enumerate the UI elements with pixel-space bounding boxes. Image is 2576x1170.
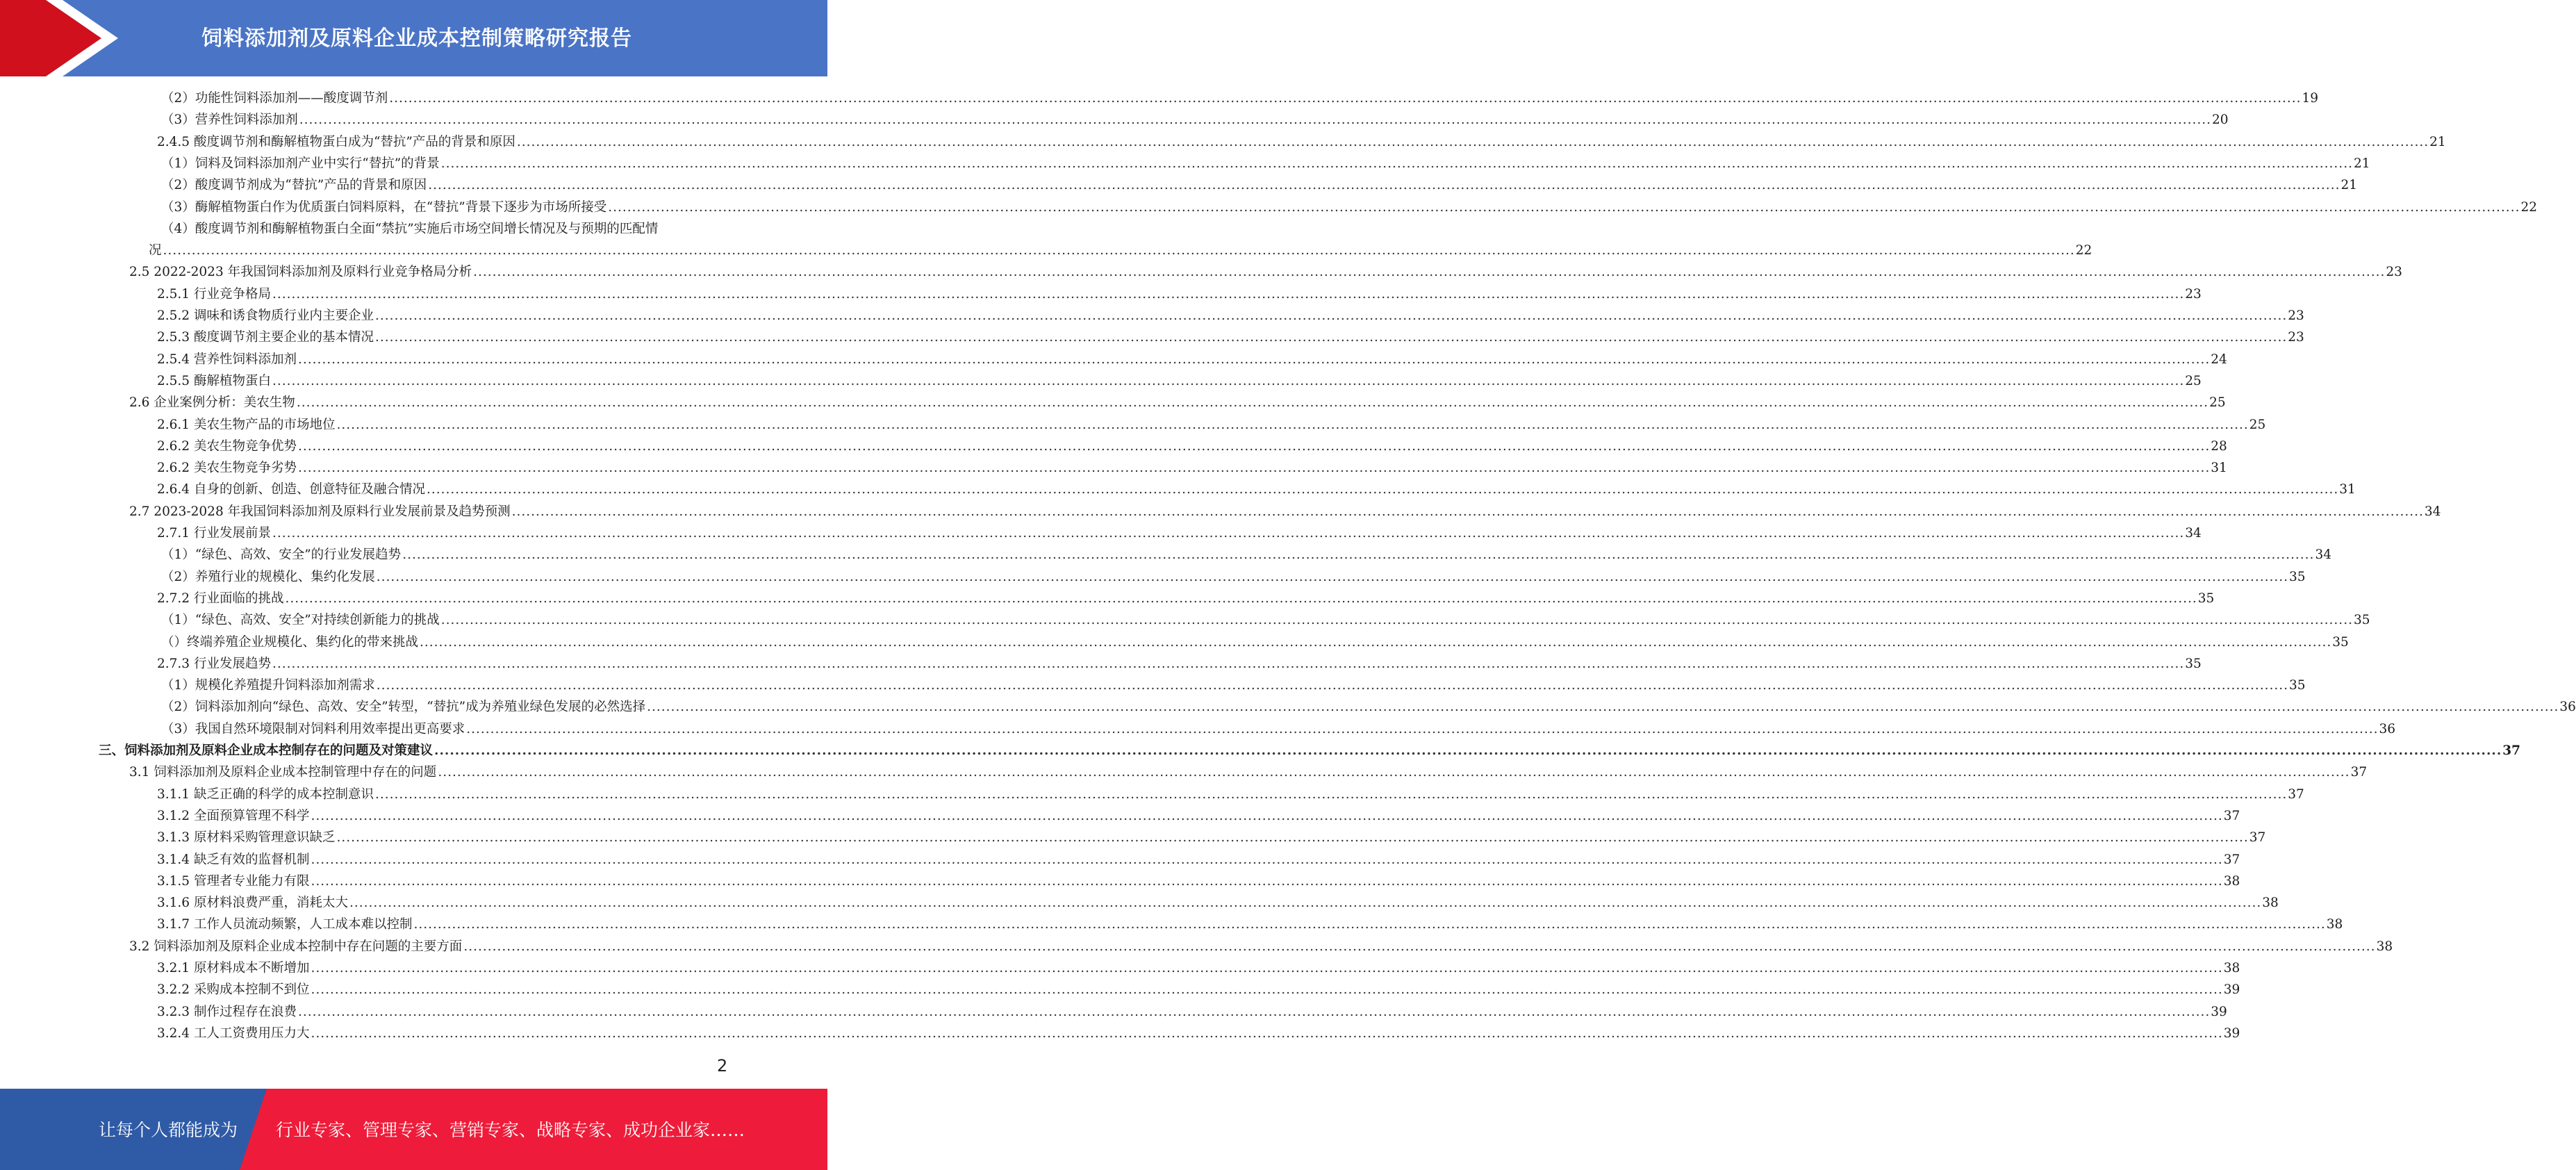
toc-entry-page: 38 bbox=[2223, 874, 2240, 889]
toc-dot-leader: ................................................................................................................................................................................................................................................................................................................................................................................................................ bbox=[163, 243, 2075, 258]
toc-entry-page: 37 bbox=[2288, 787, 2304, 802]
toc-entry-title: 3.1.5 管理者专业能力有限 bbox=[157, 874, 310, 889]
toc-entry[interactable] bbox=[161, 218, 728, 240]
toc-entry-page: 22 bbox=[2075, 243, 2092, 258]
toc-entry-page: 39 bbox=[2223, 982, 2240, 997]
toc-dot-leader: ................................................................................................................................................................................................................................................................................................................................................................................................................ bbox=[297, 352, 2211, 367]
toc-dot-leader: ................................................................................................................................................................................................................................................................................................................................................................................................................ bbox=[297, 439, 2211, 454]
toc-dot-leader: ................................................................................................................................................................................................................................................................................................................................................................................................................ bbox=[311, 1026, 2223, 1041]
toc-entry-title: （2）功能性饲料添加剂——酸度调节剂 bbox=[161, 91, 388, 106]
toc-entry[interactable] bbox=[157, 849, 2240, 871]
toc-entry-title: 3.1.6 原材料浪费严重，消耗太大 bbox=[157, 896, 348, 910]
toc-entry[interactable] bbox=[129, 761, 2368, 783]
toc-dot-leader: ................................................................................................................................................................................................................................................................................................................................................................................................................ bbox=[440, 613, 2353, 627]
toc-entry[interactable] bbox=[157, 283, 2202, 305]
toc-entry-title: 3.1.2 全面预算管理不科学 bbox=[157, 809, 310, 823]
toc-entry-title: 2.6.1 美农生物产品的市场地位 bbox=[157, 418, 336, 432]
toc-entry-page: 38 bbox=[2326, 917, 2343, 932]
toc-entry-page: 37 bbox=[2223, 809, 2240, 823]
toc-dot-leader: ................................................................................................................................................................................................................................................................................................................................................................................................................ bbox=[311, 852, 2223, 867]
toc-entry-title: 2.4.5 酸度调节剂和酶解植物蛋白成为“替抗”产品的背景和原因 bbox=[157, 135, 515, 149]
toc-entry-page: 37 bbox=[2350, 765, 2368, 780]
toc-entry-title: 3.1.3 原材料采购管理意识缺乏 bbox=[157, 830, 336, 845]
toc-entry-title: 3.1.7 工作人员流动频繁，人工成本难以控制 bbox=[157, 917, 413, 932]
toc-entry-page: 35 bbox=[2197, 591, 2215, 606]
toc-entry-title: 2.7.3 行业发展趋势 bbox=[157, 657, 271, 671]
toc-entry-page: 38 bbox=[2262, 896, 2279, 910]
toc-entry-page: 35 bbox=[2353, 613, 2370, 627]
toc-dot-leader: ................................................................................................................................................................................................................................................................................................................................................................................................................ bbox=[608, 200, 2520, 215]
toc-entry-page: 34 bbox=[2185, 526, 2202, 541]
toc-entry-page: 25 bbox=[2209, 395, 2226, 410]
toc-entry-title: 3.2 饲料添加剂及原料企业成本控制中存在问题的主要方面 bbox=[129, 939, 463, 954]
toc-dot-leader: ................................................................................................................................................................................................................................................................................................................................................................................................................ bbox=[389, 91, 2302, 106]
toc-dot-leader: ................................................................................................................................................................................................................................................................................................................................................................................................................ bbox=[311, 874, 2223, 889]
toc-entry[interactable] bbox=[157, 457, 2227, 479]
toc-entry-title: 2.6.4 自身的创新、创造、创意特征及融合情况 bbox=[157, 482, 425, 497]
toc-entry[interactable] bbox=[161, 88, 2319, 109]
toc-entry[interactable] bbox=[129, 392, 2226, 413]
toc-entry[interactable] bbox=[157, 305, 2304, 327]
toc-entry-title: 2.6.2 美农生物竞争优势 bbox=[157, 439, 297, 454]
toc-entry-title: 2.5.1 行业竞争格局 bbox=[157, 287, 271, 302]
toc-entry[interactable] bbox=[161, 718, 2396, 740]
toc-entry[interactable] bbox=[129, 261, 2402, 283]
toc-dot-leader: ................................................................................................................................................................................................................................................................................................................................................................................................................ bbox=[297, 461, 2211, 475]
toc-entry-title: （1）“绿色、高效、安全”对持续创新能力的挑战 bbox=[161, 613, 440, 627]
toc-entry-title: 3.1.4 缺乏有效的监督机制 bbox=[157, 852, 310, 867]
toc-dot-leader: ................................................................................................................................................................................................................................................................................................................................................................................................................ bbox=[299, 113, 2212, 127]
toc-entry-title: 况 bbox=[149, 243, 162, 258]
toc-entry-title: （2）养殖行业的规模化、集约化发展 bbox=[161, 570, 375, 584]
toc-entry-title: 3.1 饲料添加剂及原料企业成本控制管理中存在的问题 bbox=[129, 765, 437, 780]
toc-entry-page: 20 bbox=[2212, 113, 2229, 127]
toc-entry[interactable] bbox=[157, 370, 2202, 392]
toc-entry[interactable] bbox=[157, 131, 2446, 153]
toc-entry[interactable] bbox=[157, 892, 2279, 914]
toc-entry[interactable] bbox=[157, 827, 2266, 848]
toc-entry-page: 23 bbox=[2288, 308, 2304, 323]
toc-entry-page: 34 bbox=[2315, 547, 2331, 562]
toc-entry[interactable] bbox=[157, 805, 2240, 827]
toc-entry[interactable] bbox=[157, 871, 2240, 892]
toc-entry-title: （2）饲料添加剂向“绿色、高效、安全”转型，“替抗”成为养殖业绿色发展的必然选择 bbox=[161, 700, 646, 714]
toc-entry-title: 2.5.3 酸度调节剂主要企业的基本情况 bbox=[157, 330, 374, 345]
toc-entry-page: 23 bbox=[2185, 287, 2202, 302]
toc-entry-title: （3）营养性饲料添加剂 bbox=[161, 113, 298, 127]
toc-entry-title: 2.5 2022-2023 年我国饲料添加剂及原料行业竞争格局分析 bbox=[129, 265, 472, 279]
toc-entry-title: 2.5.2 调味和诱食物质行业内主要企业 bbox=[157, 308, 374, 323]
toc-entry-page: 37 bbox=[2223, 852, 2240, 867]
toc-entry[interactable] bbox=[161, 544, 2331, 566]
toc-dot-leader: ................................................................................................................................................................................................................................................................................................................................................................................................................ bbox=[311, 982, 2223, 997]
toc-dot-leader: ................................................................................................................................................................................................................................................................................................................................................................................................................ bbox=[428, 178, 2340, 192]
toc-entry-title: 2.5.5 酶解植物蛋白 bbox=[157, 374, 271, 388]
toc-entry[interactable] bbox=[157, 327, 2304, 348]
toc-entry[interactable] bbox=[161, 632, 2349, 653]
toc-entry-title: 2.5.4 营养性饲料添加剂 bbox=[157, 352, 297, 367]
toc-entry[interactable] bbox=[157, 957, 2240, 979]
toc-entry-title: （2）酸度调节剂成为“替抗”产品的背景和原因 bbox=[161, 178, 427, 192]
toc-dot-leader: ................................................................................................................................................................................................................................................................................................................................................................................................................ bbox=[311, 961, 2223, 975]
toc-entry-page: 36 bbox=[2559, 700, 2576, 714]
toc-entry-page: 28 bbox=[2211, 439, 2227, 454]
toc-dot-leader: ................................................................................................................................................................................................................................................................................................................................................................................................................ bbox=[349, 896, 2262, 910]
toc-entry-title: 3.2.1 原材料成本不断增加 bbox=[157, 961, 310, 975]
toc-entry-title: （3）酶解植物蛋白作为优质蛋白饲料原料，在“替抗”背景下逐步为市场所接受 bbox=[161, 200, 607, 215]
toc-entry-title: （4）酸度调节剂和酶解植物蛋白全面“禁抗”实施后市场空间增长情况及与预期的匹配情 bbox=[161, 222, 659, 236]
toc-entry-page: 37 bbox=[2249, 830, 2266, 845]
page-number: 2 bbox=[717, 1056, 728, 1076]
toc-dot-leader: ................................................................................................................................................................................................................................................................................................................................................................................................................ bbox=[336, 418, 2249, 432]
toc-entry-page: 38 bbox=[2223, 961, 2240, 975]
toc-entry-page: 39 bbox=[2211, 1005, 2227, 1019]
toc-dot-leader: ................................................................................................................................................................................................................................................................................................................................................................................................................ bbox=[272, 287, 2185, 302]
toc-entry[interactable] bbox=[161, 675, 2306, 696]
toc-dot-leader: ................................................................................................................................................................................................................................................................................................................................................................................................................ bbox=[511, 504, 2424, 519]
toc-entry[interactable] bbox=[161, 609, 2370, 631]
toc-entry[interactable] bbox=[161, 566, 2306, 588]
toc-entry[interactable] bbox=[129, 501, 2441, 522]
footer-slogan-left: 让每个人都能成为 bbox=[99, 1120, 238, 1140]
toc-entry[interactable] bbox=[157, 784, 2304, 805]
toc-entry[interactable] bbox=[157, 1001, 2227, 1023]
toc-entry-page: 23 bbox=[2386, 265, 2402, 279]
toc-entry-page: 21 bbox=[2353, 156, 2370, 171]
toc-entry-page: 25 bbox=[2249, 418, 2266, 432]
toc-dot-leader: ................................................................................................................................................................................................................................................................................................................................................................................................................ bbox=[374, 787, 2288, 802]
toc-entry-title: （）终端养殖企业规模化、集约化的带来挑战 bbox=[161, 635, 419, 650]
toc-entry[interactable] bbox=[157, 1023, 2240, 1044]
toc-entry-page: 22 bbox=[2520, 200, 2537, 215]
report-title: 饲料添加剂及原料企业成本控制策略研究报告 bbox=[201, 26, 632, 51]
toc-entry[interactable] bbox=[157, 522, 2202, 544]
toc-dot-leader: ................................................................................................................................................................................................................................................................................................................................................................................................................ bbox=[272, 526, 2185, 541]
toc-entry-title: 2.7 2023-2028 年我国饲料添加剂及原料行业发展前景及趋势预测 bbox=[129, 504, 511, 519]
toc-entry-title: （1）饲料及饲料添加剂产业中实行“替抗”的背景 bbox=[161, 156, 440, 171]
toc-entry[interactable] bbox=[161, 174, 2357, 196]
footer-slogan-right: 行业专家、管理专家、营销专家、战略专家、成功企业家…… bbox=[276, 1120, 745, 1140]
toc-dot-leader: ................................................................................................................................................................................................................................................................................................................................................................................................................ bbox=[311, 809, 2223, 823]
toc-entry-page: 31 bbox=[2211, 461, 2227, 475]
page-footer bbox=[0, 1089, 827, 1170]
toc-entry[interactable] bbox=[161, 696, 2576, 718]
toc-dot-leader: ................................................................................................................................................................................................................................................................................................................................................................................................................ bbox=[434, 743, 2502, 758]
toc-entry-page: 35 bbox=[2332, 635, 2349, 650]
toc-entry-title: 3.1.1 缺乏正确的科学的成本控制意识 bbox=[157, 787, 374, 802]
toc-entry[interactable] bbox=[161, 197, 2537, 218]
toc-entry[interactable] bbox=[161, 153, 2370, 174]
toc-entry-title: （1）“绿色、高效、安全”的行业发展趋势 bbox=[161, 547, 402, 562]
toc-entry-page: 21 bbox=[2429, 135, 2446, 149]
toc-entry[interactable] bbox=[157, 653, 2202, 675]
toc-dot-leader: ................................................................................................................................................................................................................................................................................................................................................................................................................ bbox=[374, 330, 2288, 345]
toc-dot-leader: ................................................................................................................................................................................................................................................................................................................................................................................................................ bbox=[272, 374, 2185, 388]
toc-dot-leader: ................................................................................................................................................................................................................................................................................................................................................................................................................ bbox=[285, 591, 2197, 606]
toc-entry-page: 21 bbox=[2340, 178, 2357, 192]
toc-dot-leader: ................................................................................................................................................................................................................................................................................................................................................................................................................ bbox=[376, 678, 2289, 693]
toc-dot-leader: ................................................................................................................................................................................................................................................................................................................................................................................................................ bbox=[297, 1005, 2211, 1019]
toc-entry-page: 31 bbox=[2339, 482, 2356, 497]
toc-entry[interactable] bbox=[149, 240, 2092, 261]
toc-entry-title: 3.2.2 采购成本控制不到位 bbox=[157, 982, 310, 997]
toc-entry-page: 25 bbox=[2185, 374, 2202, 388]
toc-entry[interactable] bbox=[161, 109, 2229, 131]
toc-entry-page: 35 bbox=[2185, 657, 2202, 671]
toc-entry-title: 三、饲料添加剂及原料企业成本控制存在的问题及对策建议 bbox=[99, 743, 434, 758]
toc-entry[interactable] bbox=[157, 914, 2343, 935]
toc-entry-page: 38 bbox=[2376, 939, 2393, 954]
toc-dot-leader: ................................................................................................................................................................................................................................................................................................................................................................................................................ bbox=[426, 482, 2339, 497]
toc-dot-leader: ................................................................................................................................................................................................................................................................................................................................................................................................................ bbox=[402, 547, 2315, 562]
toc-entry[interactable] bbox=[99, 740, 2521, 761]
toc-dot-leader: ................................................................................................................................................................................................................................................................................................................................................................................................................ bbox=[516, 135, 2429, 149]
page-header bbox=[0, 0, 827, 76]
toc-dot-leader: ................................................................................................................................................................................................................................................................................................................................................................................................................ bbox=[466, 722, 2379, 736]
toc-dot-leader: ................................................................................................................................................................................................................................................................................................................................................................................................................ bbox=[376, 570, 2289, 584]
toc-entry-page: 37 bbox=[2502, 743, 2521, 758]
toc-entry-title: 3.2.4 工人工资费用压力大 bbox=[157, 1026, 310, 1041]
toc-entry-title: 3.2.3 制作过程存在浪费 bbox=[157, 1005, 297, 1019]
toc-dot-leader: ................................................................................................................................................................................................................................................................................................................................................................................................................ bbox=[374, 308, 2288, 323]
toc-entry-title: 2.7.1 行业发展前景 bbox=[157, 526, 271, 541]
toc-entry-page: 23 bbox=[2288, 330, 2304, 345]
toc-dot-leader: ................................................................................................................................................................................................................................................................................................................................................................................................................ bbox=[296, 395, 2209, 410]
toc-dot-leader: ................................................................................................................................................................................................................................................................................................................................................................................................................ bbox=[463, 939, 2376, 954]
toc-entry-page: 24 bbox=[2211, 352, 2227, 367]
toc-entry-title: 2.6 企业案例分析：美农生物 bbox=[129, 395, 295, 410]
toc-dot-leader: ................................................................................................................................................................................................................................................................................................................................................................................................................ bbox=[473, 265, 2386, 279]
toc-entry-page: 35 bbox=[2289, 678, 2306, 693]
toc-entry-title: 2.6.2 美农生物竞争劣势 bbox=[157, 461, 297, 475]
toc-entry[interactable] bbox=[157, 436, 2227, 457]
toc-entry[interactable] bbox=[157, 979, 2240, 1000]
toc-entry-title: 2.7.2 行业面临的挑战 bbox=[157, 591, 284, 606]
toc-entry[interactable] bbox=[157, 414, 2266, 436]
toc-dot-leader: ................................................................................................................................................................................................................................................................................................................................................................................................................ bbox=[413, 917, 2326, 932]
toc-dot-leader: ................................................................................................................................................................................................................................................................................................................................................................................................................ bbox=[647, 700, 2559, 714]
toc-entry[interactable] bbox=[129, 936, 2393, 957]
toc-entry[interactable] bbox=[157, 588, 2215, 609]
toc-entry-page: 19 bbox=[2302, 91, 2319, 106]
toc-dot-leader: ................................................................................................................................................................................................................................................................................................................................................................................................................ bbox=[336, 830, 2249, 845]
toc-entry[interactable] bbox=[157, 479, 2356, 500]
toc-entry-page: 36 bbox=[2379, 722, 2396, 736]
toc-entry-title: （3）我国自然环境限制对饲料利用效率提出更高要求 bbox=[161, 722, 465, 736]
toc-dot-leader: ................................................................................................................................................................................................................................................................................................................................................................................................................ bbox=[440, 156, 2353, 171]
toc-dot-leader: ................................................................................................................................................................................................................................................................................................................................................................................................................ bbox=[272, 657, 2185, 671]
toc-entry[interactable] bbox=[157, 349, 2227, 370]
toc-entry-title: （1）规模化养殖提升饲料添加剂需求 bbox=[161, 678, 375, 693]
toc-entry-page: 34 bbox=[2424, 504, 2441, 519]
toc-dot-leader: ................................................................................................................................................................................................................................................................................................................................................................................................................ bbox=[438, 765, 2350, 780]
toc-entry-page: 35 bbox=[2289, 570, 2306, 584]
toc-entry-page: 39 bbox=[2223, 1026, 2240, 1041]
toc-dot-leader: ................................................................................................................................................................................................................................................................................................................................................................................................................ bbox=[420, 635, 2332, 650]
